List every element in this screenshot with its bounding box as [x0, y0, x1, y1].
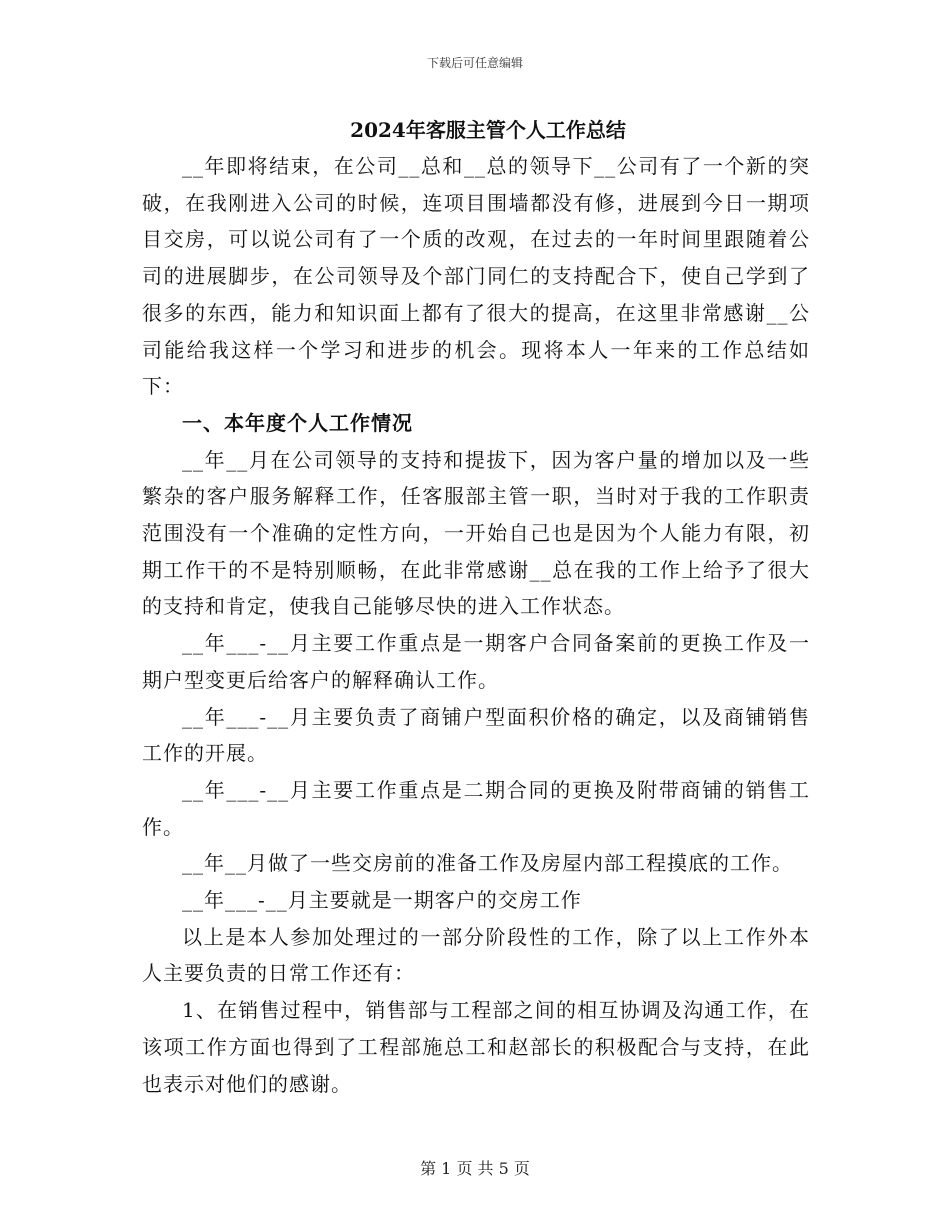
paragraph: __年___-__月主要工作重点是二期合同的更换及附带商铺的销售工作。: [142, 777, 810, 839]
paragraph: __年___-__月主要负责了商铺户型面积价格的确定，以及商铺销售工作的开展。: [142, 704, 810, 766]
paragraph: __年__月做了一些交房前的准备工作及房屋内部工程摸底的工作。: [182, 851, 793, 876]
section-heading: 一、本年度个人工作情况: [182, 410, 413, 435]
paragraph: 以上是本人参加处理过的一部分阶段性的工作，除了以上工作外本人主要负责的日常工作还有：: [142, 924, 810, 986]
document-title: 2024年客服主管个人工作总结: [350, 118, 626, 142]
paragraph: __年___-__月主要就是一期客户的交房工作: [182, 888, 582, 913]
intro-paragraph: __年即将结束，在公司__总和__总的领导下__公司有了一个新的突破，在我刚进入公司的时候，连项目围墙都没有修，进展到今日一期项目交房，可以说公司有了一个质的改观，在过去的一年时间里跟随着公司的进展脚步，在公司领导及个部门同仁的支持配合下，使自己学到了很多的东西，能力和知识面上都有了很大的提高，在这里非常感谢__公司能给我这样一个学习和进步的机会。现将本人一年来的工作总结如下：: [142, 154, 810, 399]
paragraph: 1、在销售过程中，销售部与工程部之间的相互协调及沟通工作，在该项工作方面也得到了工程部施总工和赵部长的积极配合与支持，在此也表示对他们的感谢。: [142, 998, 810, 1096]
header-note: 下载后可任意编辑: [426, 56, 523, 70]
paragraph: __年___-__月主要工作重点是一期客户合同备案前的更换工作及一期户型变更后给客户的解释确认工作。: [142, 631, 810, 692]
document-body: [142, 112, 810, 1102]
page-number: 第 1 页 共 5 页: [420, 1159, 530, 1178]
paragraph: __年__月在公司领导的支持和提拔下，因为客户量的增加以及一些繁杂的客户服务解释工作，任客服部主管一职，当时对于我的工作职责范围没有一个准确的定性方向，一开始自己也是因为个人能力有限，初期工作干的不是特别顺畅，在此非常感谢__总在我的工作上给予了很大的支持和肯定，使我自己能够尽快的进入工作状态。: [142, 447, 810, 619]
